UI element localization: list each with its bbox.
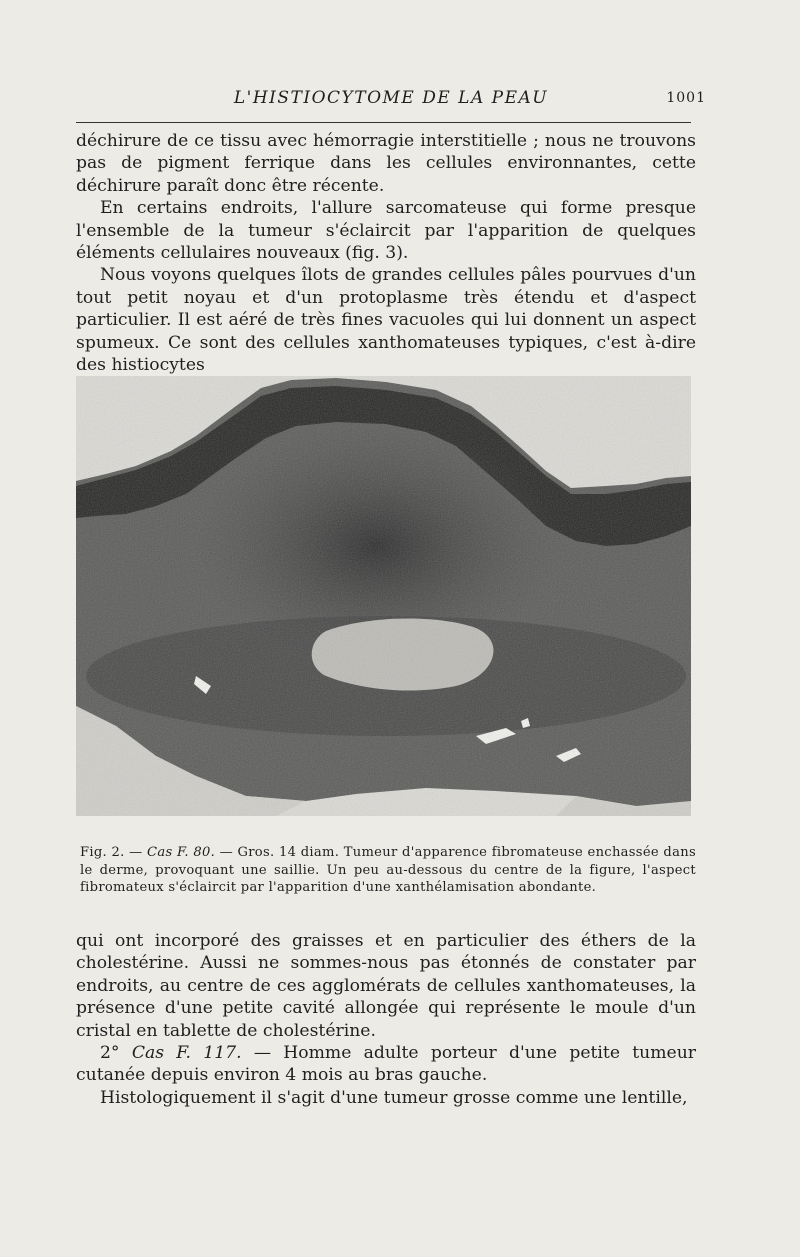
page-number: 1001: [666, 90, 706, 106]
page-header: [76, 88, 706, 114]
body-text-bottom: [76, 930, 696, 1109]
paragraph: Nous voyons quelques îlots de grandes cellules pâles pourvues d'un tout petit noyau et d'un protoplasme très étendu et d'aspect particulier. Il est aéré de très fines vacuoles qui lui donnent un aspect spumeux. Ce sont des cellules xanthomateuses typiques, c'est à-dire des histiocytes: [76, 265, 696, 376]
paragraph: Histologiquement il s'agit d'une tumeur grosse comme une lentille,: [100, 1087, 688, 1108]
paragraph: En certains endroits, l'allure sarcomateuse qui forme presque l'ensemble de la tumeur s'éclaircit par l'apparition de quelques éléments cellulaires nouveaux (fig. 3).: [76, 198, 696, 264]
caption-case: Cas F. 80.: [147, 845, 216, 860]
header-rule: [76, 122, 691, 123]
paragraph: [76, 1042, 696, 1087]
paragraph: qui ont incorporé des graisses et en particulier des éthers de la cholestérine. Aussi ne sommes-nous pas étonnés de constater par endroits, au centre de ces agglomérats de cellules xanthomateuses, la présence d'une petite cavité allongée qui représente le moule d'un cristal en tablette de cholestérine.: [76, 931, 696, 1041]
running-title: L'HISTIOCYTOME DE LA PEAU: [233, 88, 549, 108]
paragraph: déchirure de ce tissu avec hémorragie interstitielle ; nous ne trouvons pas de pigment ferrique dans les cellules environnantes, cette déchirure paraît donc être récente.: [76, 131, 696, 196]
body-text-top: [76, 130, 696, 376]
caption-label: Fig. 2. —: [80, 845, 143, 860]
case-number-lead: 2°: [100, 1043, 132, 1064]
case-description: — Homme adulte porteur d'une petite tumeur cutanée depuis environ 4 mois au bras gauche.: [76, 1043, 697, 1086]
caption-text: — Gros. 14 diam. Tumeur d'apparence fibromateuse enchassée dans le derme, provoquant une saillie. Un peu au-dessous du centre de la figure, l'aspect fibromateux s'éclaircit par l'apparition d'une xanthélamisation abondante.: [80, 845, 696, 895]
figure-caption: [80, 844, 696, 897]
histology-micrograph: [76, 376, 691, 816]
case-reference: Cas F. 117.: [131, 1043, 242, 1064]
